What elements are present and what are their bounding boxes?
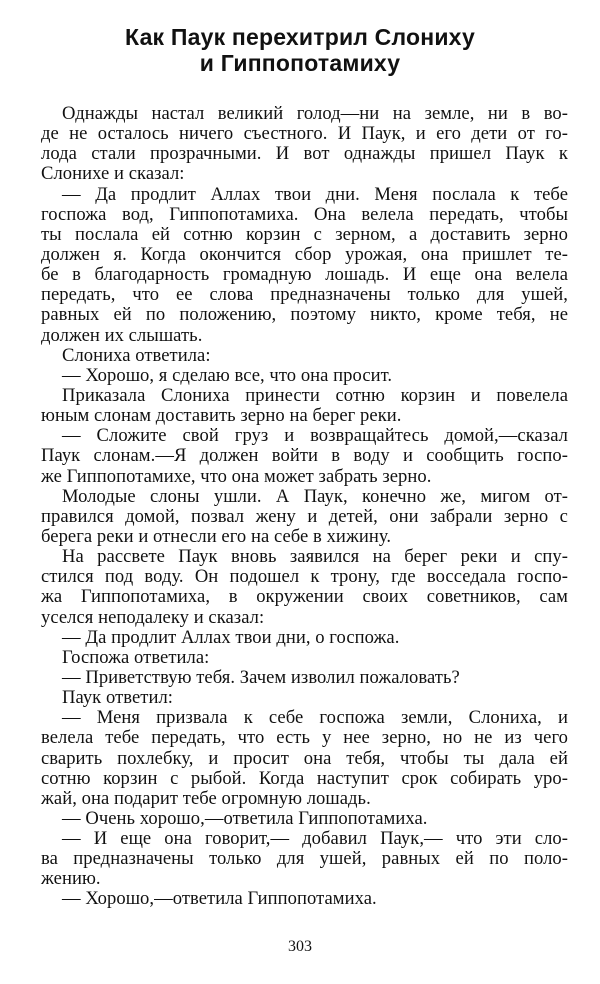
text-line: равных ей по положению, поэтому никто, кроме тебя, не bbox=[41, 304, 568, 326]
text-line: должен я. Когда окончится сбор урожая, она пришлет те- bbox=[41, 243, 568, 265]
text-line: жай, она подарит тебе огромную лошадь. bbox=[41, 787, 371, 809]
text-line: госпожа вод, Гиппопотамиха. Она велела передать, чтобы bbox=[41, 203, 568, 225]
text-line: Молодые слоны ушли. А Паук, конечно же, мигом от- bbox=[62, 485, 568, 507]
text-line: лода стали прозрачными. И вот однажды пришел Паук к bbox=[41, 143, 568, 165]
text-line: — Приветствую тебя. Зачем изволил пожаловать? bbox=[62, 666, 460, 688]
text-line: ты послала ей сотню корзин с зерном, а доставить зерно bbox=[41, 223, 568, 245]
text-line: сотню корзин с рыбой. Когда наступит срок собирать уро- bbox=[41, 767, 568, 789]
title-line-1: Как Паук перехитрил Слониху bbox=[125, 24, 475, 50]
text-line: — И еще она говорит,— добавил Паук,— что эти сло- bbox=[62, 828, 568, 850]
text-line: должен их слышать. bbox=[41, 324, 203, 346]
text-line: передать, что ее слова предназначены только для ушей, bbox=[41, 284, 568, 306]
text-line: Слониха ответила: bbox=[62, 344, 211, 366]
text-line: ва предназначены только для ушей, равных ей по поло- bbox=[41, 848, 568, 870]
text-line: правился домой, позвал жену и детей, они забрали зерно с bbox=[41, 505, 568, 527]
text-line: — Да продлит Аллах твои дни, о госпожа. bbox=[62, 626, 400, 648]
text-line: велела тебе передать, что есть у нее зерно, но не из чего bbox=[41, 727, 568, 749]
text-line: Паук слонам.—Я должен войти в воду и сообщить госпо- bbox=[41, 445, 568, 467]
text-line: — Очень хорошо,—ответила Гиппопотамиха. bbox=[62, 807, 428, 829]
title-line-2: и Гиппопотамиху bbox=[199, 50, 401, 76]
text-line: сварить похлебку, и просит она тебя, чтобы ты дала ей bbox=[41, 747, 568, 769]
text-line: Слонихе и сказал: bbox=[41, 163, 185, 185]
text-line: юным слонам доставить зерно на берег реки. bbox=[41, 405, 402, 427]
text-line: де не осталось ничего съестного. И Паук, и его дети от го- bbox=[41, 123, 568, 145]
text-line: стился под воду. Он подошел к трону, где восседала госпо- bbox=[41, 566, 568, 588]
text-line: — Хорошо, я сделаю все, что она просит. bbox=[62, 364, 393, 386]
text-line: — Да продлит Аллах твои дни. Меня послала к тебе bbox=[62, 183, 568, 205]
text-line: же Гиппопотамихе, что она может забрать зерно. bbox=[41, 465, 432, 487]
text-line: жению. bbox=[41, 868, 101, 890]
text-line: Однажды настал великий голод—ни на земле, ни в во- bbox=[62, 103, 568, 124]
text-line: Паук ответил: bbox=[62, 687, 173, 709]
text-line: берега реки и отнесли его на себе в хижину. bbox=[41, 525, 392, 547]
text-line: уселся неподалеку и сказал: bbox=[41, 606, 265, 628]
text-line: бе в благодарность громадную лошадь. И еще она велела bbox=[41, 264, 568, 286]
text-line: Приказала Слониха принести сотню корзин и повелела bbox=[62, 384, 568, 406]
text-line: Госпожа ответила: bbox=[62, 646, 210, 668]
text-line: На рассвете Паук вновь заявился на берег реки и спу- bbox=[62, 546, 568, 568]
story-text bbox=[41, 103, 568, 910]
page-number: 303 bbox=[288, 938, 312, 955]
text-line: — Меня призвала к себе госпожа земли, Слониха, и bbox=[62, 707, 568, 729]
story-title bbox=[0, 24, 600, 76]
text-line: — Сложите свой груз и возвращайтесь домой,—сказал bbox=[62, 425, 568, 447]
text-line: — Хорошо,—ответила Гиппопотамиха. bbox=[62, 888, 377, 910]
text-line: жа Гиппопотамиха, в окружении своих советников, сам bbox=[41, 586, 568, 608]
